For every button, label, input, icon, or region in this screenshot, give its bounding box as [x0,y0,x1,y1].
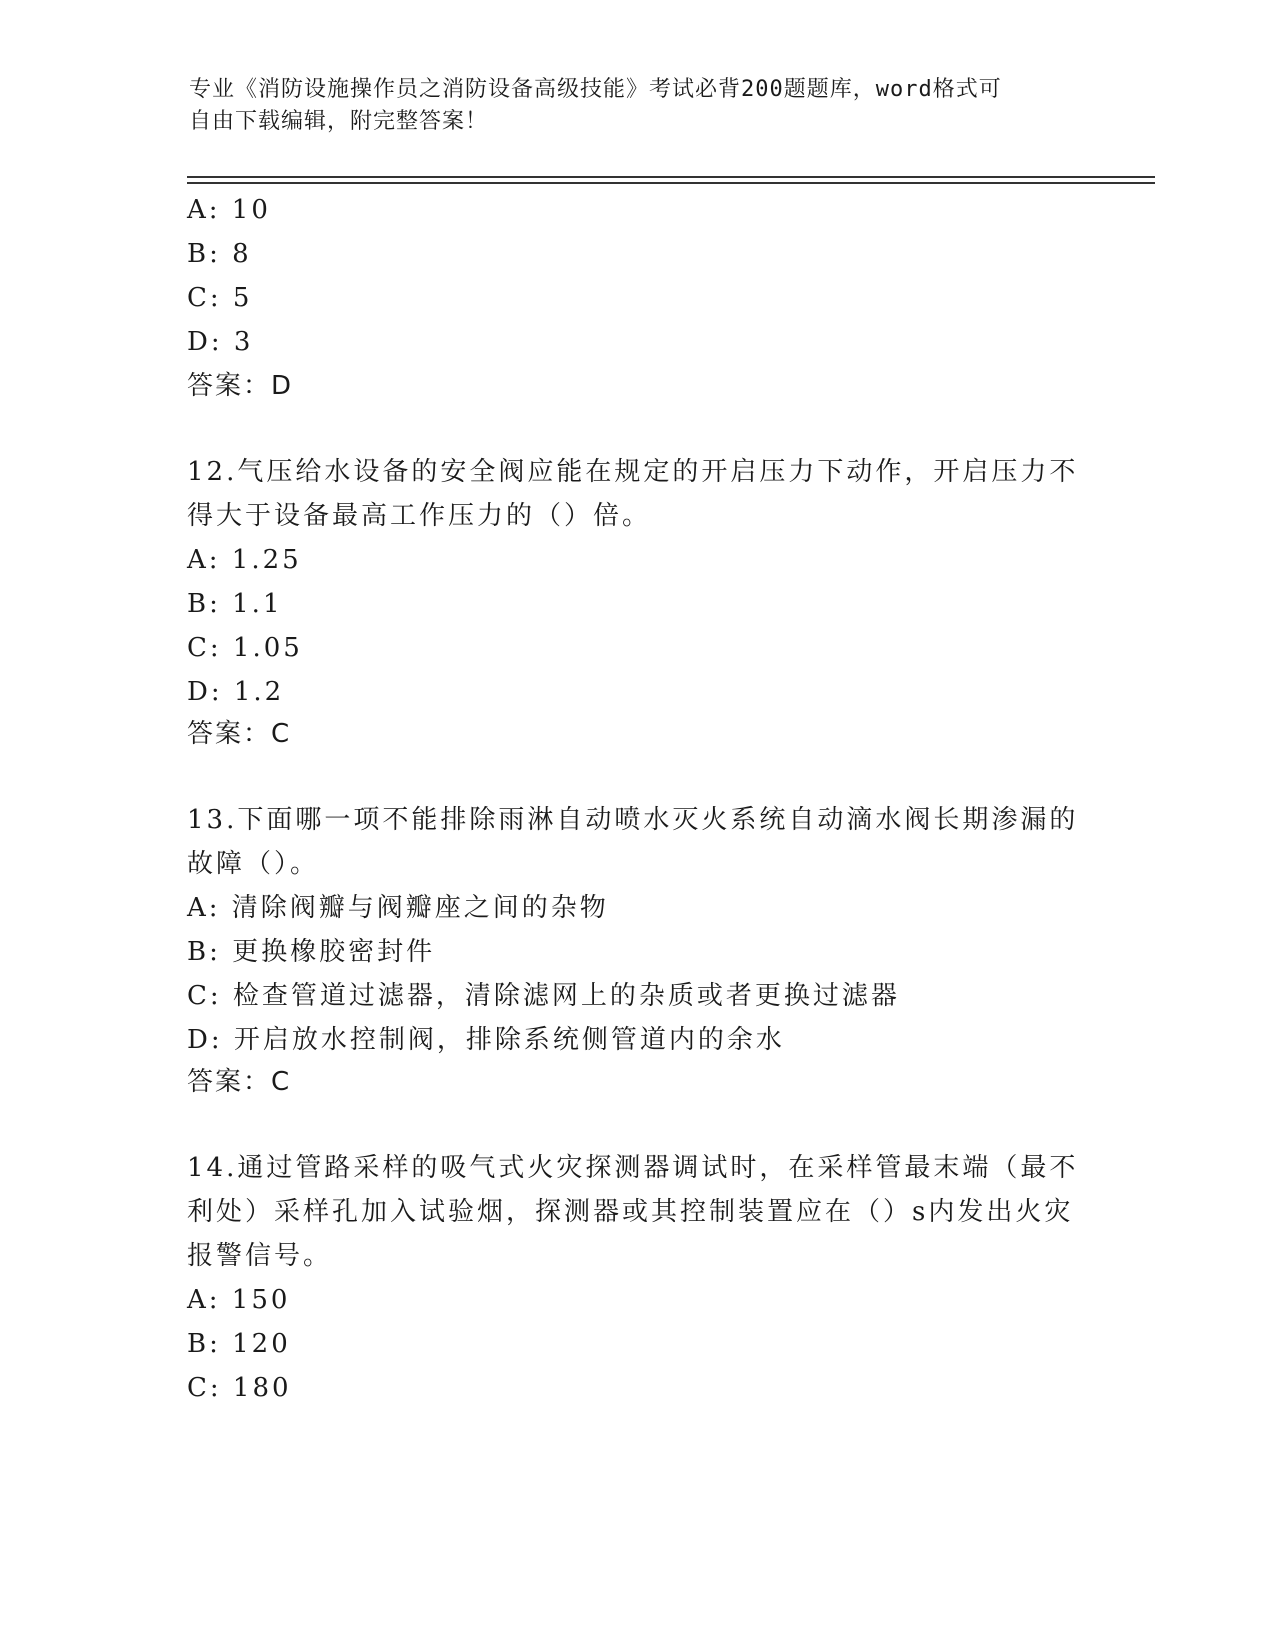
q14-option-c: C: 180 [187,1373,292,1403]
q12-stem-line-2: 得大于设备最高工作压力的（）倍。 [187,501,652,531]
q11-option-a: A: 10 [187,195,271,225]
header-divider-bottom [187,182,1155,184]
q14-stem-line-1: 14.通过管路采样的吸气式火灾探测器调试时，在采样管最末端（最不 [187,1153,1079,1183]
q12-answer: 答案：C [187,719,292,749]
q14-option-b: B: 120 [187,1329,291,1359]
q11-answer: 答案：D [187,371,294,401]
q13-option-c: C: 检查管道过滤器，清除滤网上的杂质或者更换过滤器 [187,981,900,1011]
q14-stem-line-2: 利处）采样孔加入试验烟，探测器或其控制装置应在（）s内发出火灾 [187,1197,1074,1227]
q12-option-d: D: 1.2 [187,677,285,707]
q12-option-b: B: 1.1 [187,589,283,619]
q13-option-b: B: 更换橡胶密封件 [187,937,436,967]
header-line-1: 专业《消防设施操作员之消防设备高级技能》考试必背200题题库，word格式可 [189,77,1002,102]
q11-option-d: D: 3 [187,327,254,357]
q13-option-d: D: 开启放水控制阀，排除系统侧管道内的余水 [187,1025,785,1055]
document-header [189,74,1089,138]
q12-stem-line-1: 12.气压给水设备的安全阀应能在规定的开启压力下动作，开启压力不 [187,457,1079,487]
q14-stem-line-3: 报警信号。 [187,1241,333,1271]
header-divider-top [187,176,1155,178]
q12-option-c: C: 1.05 [187,633,303,663]
q13-option-a: A: 清除阀瓣与阀瓣座之间的杂物 [187,893,609,923]
q11-option-b: B: 8 [187,239,252,269]
q11-option-c: C: 5 [187,283,253,313]
header-line-2: 自由下载编辑，附完整答案！ [189,109,489,134]
q14-option-a: A: 150 [187,1285,291,1315]
q12-option-a: A: 1.25 [187,545,302,575]
q13-answer: 答案：C [187,1067,292,1097]
q13-stem-line-2: 故障（）。 [187,849,320,879]
q13-stem-line-1: 13.下面哪一项不能排除雨淋自动喷水灭火系统自动滴水阀长期渗漏的 [187,805,1079,835]
